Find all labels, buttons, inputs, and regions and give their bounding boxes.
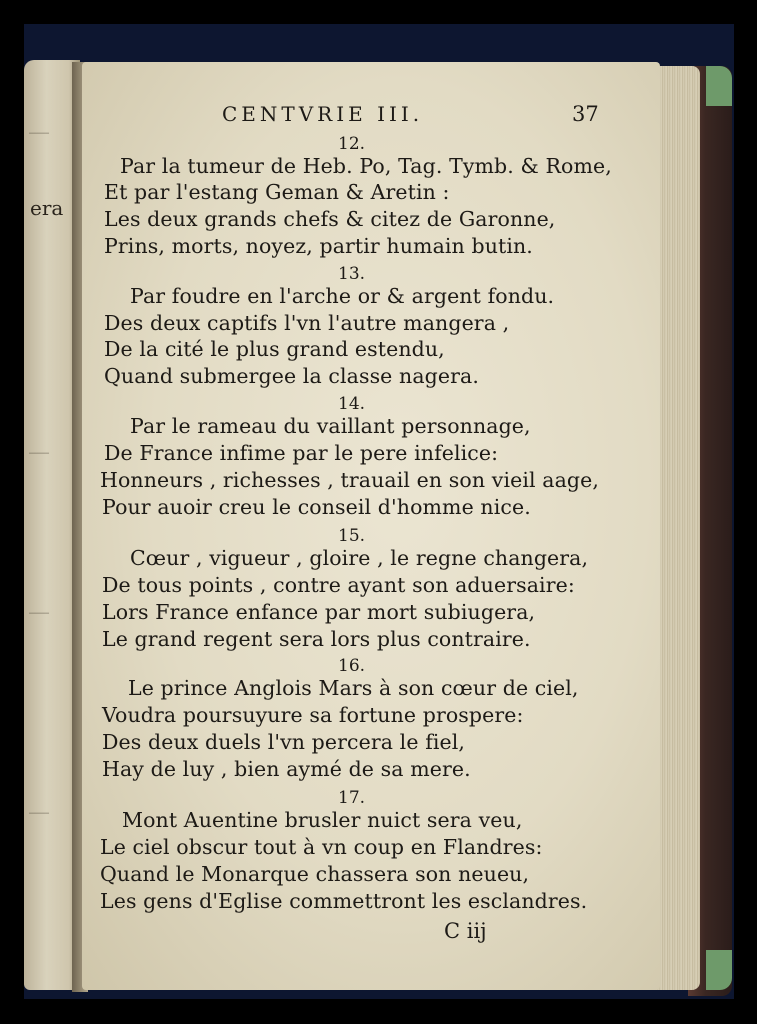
running-head: CENTVRIE III. [222, 102, 424, 126]
quatrain-number: 13. [338, 264, 366, 284]
book-cover-corner-bottom [706, 950, 732, 990]
quatrain-number: 15. [338, 526, 366, 546]
signature-mark: C iij [444, 919, 487, 943]
verse-line: Honneurs , richesses , trauail en son vieil aage, [100, 468, 600, 492]
verse-line: Le ciel obscur tout à vn coup en Flandres: [100, 835, 543, 859]
verse-line: Le prince Anglois Mars à son cœur de ciel, [128, 676, 579, 700]
page-text [82, 62, 660, 990]
verse-line: Les deux grands chefs & citez de Garonne, [104, 207, 556, 231]
verse-line: Des deux duels l'vn percera le fiel, [102, 730, 466, 754]
quatrain-number: 16. [338, 656, 366, 676]
left-page-ghost: — [28, 440, 50, 465]
verse-line: Par le rameau du vaillant personnage, [130, 414, 531, 438]
verse-line: Quand submergee la classe nagera. [104, 364, 479, 388]
quatrain-number: 17. [338, 788, 366, 808]
quatrain-number: 12. [338, 134, 366, 154]
verse-line: Et par l'estang Geman & Aretin : [104, 180, 450, 204]
verse-line: Hay de luy , bien aymé de sa mere. [102, 757, 471, 781]
verse-line: Par la tumeur de Heb. Po, Tag. Tymb. & Rome, [120, 154, 612, 178]
verse-line: De France infime par le pere infelice: [104, 441, 499, 465]
page-number: 37 [572, 102, 599, 126]
verse-line: Mont Auentine brusler nuict sera veu, [122, 808, 523, 832]
verse-line: Quand le Monarque chassera son neueu, [100, 862, 530, 886]
verse-line: Prins, morts, noyez, partir humain butin. [104, 234, 533, 258]
left-page-ghost: — [28, 600, 50, 625]
verse-line: Cœur , vigueur , gloire , le regne changera, [130, 546, 589, 570]
left-page-fragment: era [30, 196, 64, 220]
verse-line: Pour auoir creu le conseil d'homme nice. [102, 495, 531, 519]
verse-line: Voudra poursuyure sa fortune prospere: [102, 703, 524, 727]
verse-line: De tous points , contre ayant son aduersaire: [102, 573, 575, 597]
verse-line: Les gens d'Eglise commettront les esclandres. [100, 889, 588, 913]
right-page [82, 62, 660, 990]
verse-line: Lors France enfance par mort subiugera, [102, 600, 536, 624]
verse-line: Le grand regent sera lors plus contraire. [102, 627, 531, 651]
book-cover-corner-top [706, 66, 732, 106]
verse-line: De la cité le plus grand estendu, [104, 337, 445, 361]
verse-line: Des deux captifs l'vn l'autre mangera , [104, 311, 510, 335]
left-page-ghost: — [28, 120, 50, 145]
quatrain-number: 14. [338, 394, 366, 414]
verse-line: Par foudre en l'arche or & argent fondu. [130, 284, 555, 308]
left-page-ghost: — [28, 800, 50, 825]
